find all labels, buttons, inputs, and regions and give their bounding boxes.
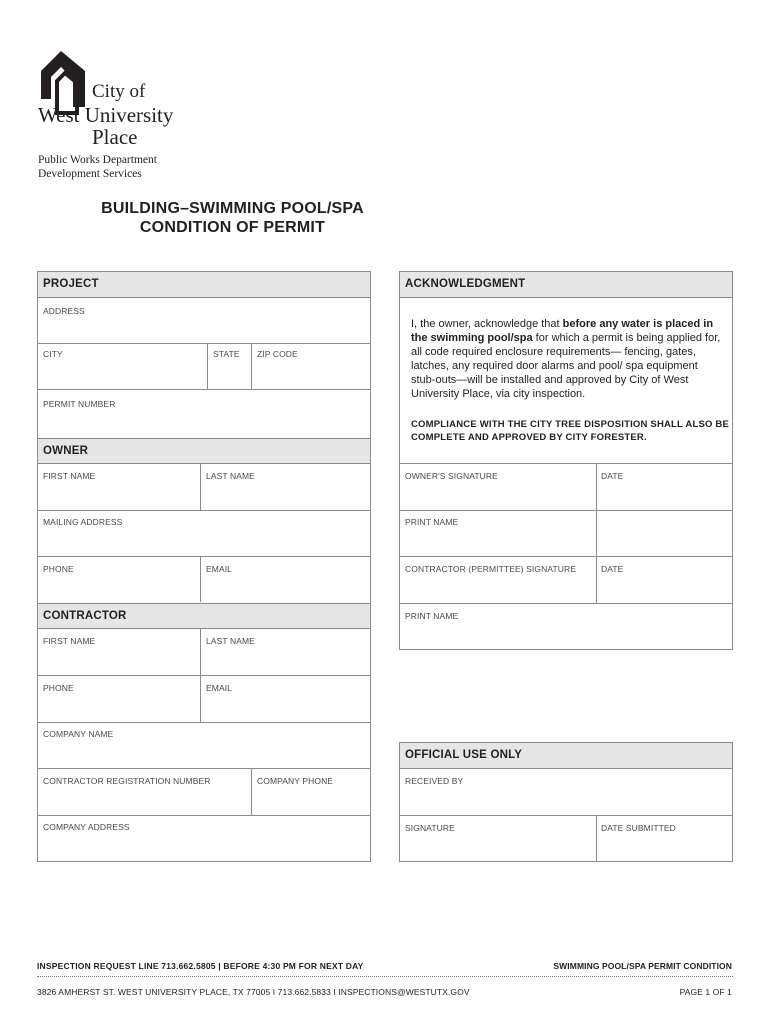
- owner-first-name-field[interactable]: FIRST NAME: [43, 471, 96, 481]
- acknowledgment-section-header: [400, 272, 732, 298]
- contractor-email-field[interactable]: EMAIL: [206, 683, 233, 693]
- owner-email-field[interactable]: EMAIL: [206, 564, 233, 574]
- department-info: [38, 153, 157, 181]
- contact-address-line: 3826 AMHERST ST. WEST UNIVERSITY PLACE, TX 77005 I 713.662.5833 I INSPECTIONS@WESTUTX.GOV: [37, 987, 470, 997]
- owner-section-header: [38, 438, 370, 464]
- contractor-signature-field[interactable]: CONTRACTOR (PERMITTEE) SIGNATURE: [405, 564, 576, 574]
- logo-city-name-2: Place: [92, 125, 138, 149]
- owner-signature-field[interactable]: OWNER'S SIGNATURE: [405, 471, 498, 481]
- owner-phone-field[interactable]: PHONE: [43, 564, 74, 574]
- contractor-section-header: [38, 603, 370, 629]
- company-name-field[interactable]: COMPANY NAME: [43, 729, 114, 739]
- left-form-panel: [37, 271, 371, 862]
- owner-last-name-field[interactable]: LAST NAME: [206, 471, 255, 481]
- project-city-field[interactable]: CITY: [43, 349, 63, 359]
- owner-signature-date-field[interactable]: DATE: [601, 471, 624, 481]
- project-section-header: [38, 272, 370, 298]
- contractor-print-name-field[interactable]: PRINT NAME: [405, 611, 459, 621]
- form-title-line1: BUILDING–SWIMMING POOL/SPA: [101, 200, 364, 217]
- date-submitted-field[interactable]: DATE SUBMITTED: [601, 823, 676, 833]
- inspection-request-line: INSPECTION REQUEST LINE 713.662.5805 | BEFORE 4:30 PM FOR NEXT DAY: [37, 961, 364, 971]
- project-zip-field[interactable]: ZIP CODE: [257, 349, 298, 359]
- owner-print-name-field[interactable]: PRINT NAME: [405, 517, 459, 527]
- contractor-heading: CONTRACTOR: [43, 610, 127, 622]
- project-address-field[interactable]: ADDRESS: [43, 306, 85, 316]
- official-section-header: [400, 743, 732, 769]
- owner-heading: OWNER: [43, 445, 89, 457]
- tree-compliance-notice: COMPLIANCE WITH THE CITY TREE DISPOSITION SHALL ALSO BE COMPLETE AND APPROVED BY CITY FORESTER.: [411, 419, 730, 443]
- logo-city-name: West University: [38, 103, 174, 127]
- logo-city-of: City of: [92, 81, 146, 102]
- footer-divider: [37, 976, 733, 977]
- acknowledgment-statement: I, the owner, acknowledge that before any water is placed in the swimming pool/spa for which a permit is being applied for, all code required enclosure requirements— fencing, gates, latches, any required door alarms and pool/ spa equipment stub-outs—will be installed and approved by City of West University Place, via city inspection.: [411, 318, 721, 400]
- acknowledgment-panel: [399, 271, 733, 650]
- acknowledgment-heading: ACKNOWLEDGMENT: [405, 278, 526, 290]
- contractor-first-name-field[interactable]: FIRST NAME: [43, 636, 96, 646]
- page-number: PAGE 1 OF 1: [679, 987, 732, 997]
- project-heading: PROJECT: [43, 278, 99, 290]
- official-heading: OFFICIAL USE ONLY: [405, 749, 523, 761]
- official-signature-field[interactable]: SIGNATURE: [405, 823, 455, 833]
- contractor-signature-date-field[interactable]: DATE: [601, 564, 624, 574]
- contractor-registration-field[interactable]: CONTRACTOR REGISTRATION NUMBER: [43, 776, 211, 786]
- form-name-footer: SWIMMING POOL/SPA PERMIT CONDITION: [553, 961, 732, 971]
- contractor-phone-field[interactable]: PHONE: [43, 683, 74, 693]
- company-phone-field[interactable]: COMPANY PHONE: [257, 776, 334, 786]
- project-state-field[interactable]: STATE: [213, 349, 240, 359]
- form-title: [60, 199, 405, 237]
- owner-mailing-address-field[interactable]: MAILING ADDRESS: [43, 517, 123, 527]
- contractor-last-name-field[interactable]: LAST NAME: [206, 636, 255, 646]
- received-by-field[interactable]: RECEIVED BY: [405, 776, 464, 786]
- official-use-panel: [399, 742, 733, 862]
- form-title-line2: CONDITION OF PERMIT: [139, 219, 326, 236]
- company-address-field[interactable]: COMPANY ADDRESS: [43, 822, 130, 832]
- permit-number-field[interactable]: PERMIT NUMBER: [43, 399, 116, 409]
- division-name: Development Services: [38, 168, 142, 180]
- department-name: Public Works Department: [38, 154, 157, 166]
